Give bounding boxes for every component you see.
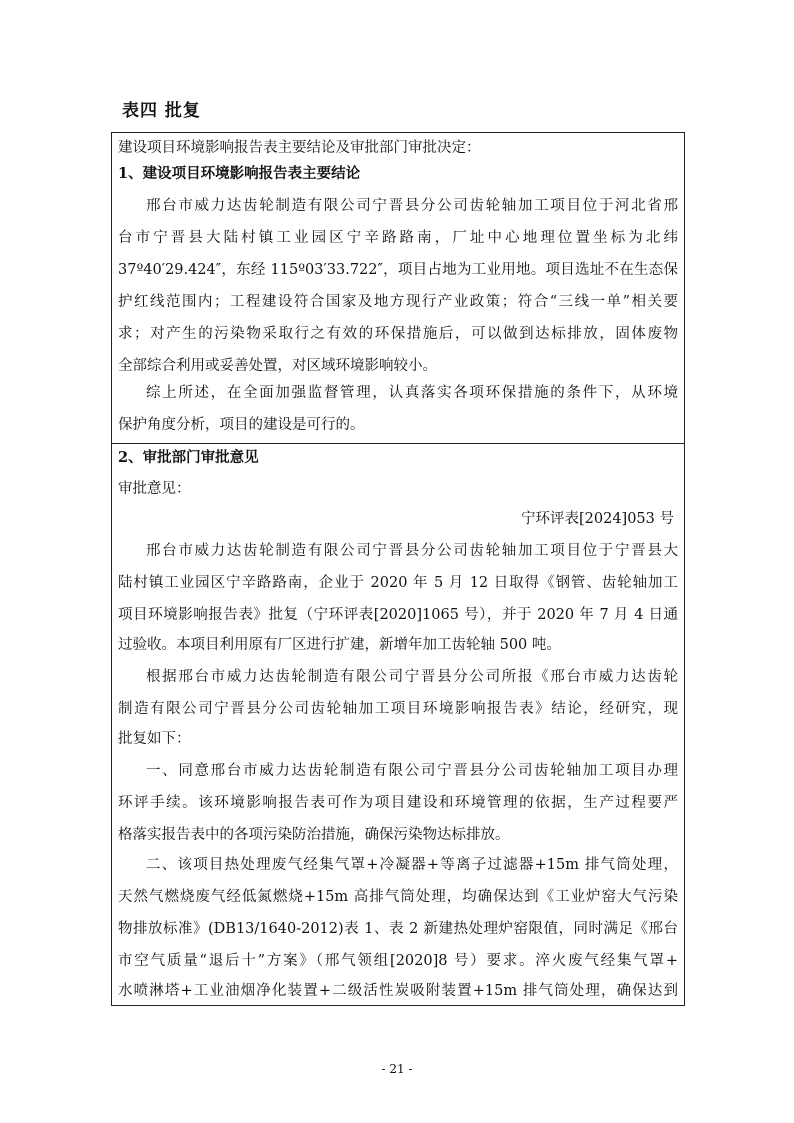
s2-p4-line: 天然气燃烧废气经低氮燃烧+15m 高排气筒处理，均确保达到《工业炉窑大气污染	[118, 889, 678, 905]
s2-p1-line: 过验收。本项目利用原有厂区进行扩建，新增年加工齿轮轴 500 吨。	[118, 637, 561, 653]
s1-p1-line: 台市宁晋县大陆村镇工业园区宁辛路路南，厂址中心地理位置坐标为北纬	[118, 230, 678, 246]
s2-p1-line: 邢台市威力达齿轮制造有限公司宁晋县分公司齿轮轴加工项目位于宁晋县大	[146, 543, 678, 559]
s2-p4-line: 物排放标准》(DB13/1640-2012)表 1、表 2 新建热处理炉窑限值，同时满足《邢台	[118, 921, 678, 937]
s1-p2-line: 综上所述，在全面加强监督管理，认真落实各项环保措施的条件下，从环境	[146, 385, 678, 401]
s2-p4-line: 市空气质量“退后十”方案》（邢气领组[2020]8 号）要求。淬火废气经集气罩+	[118, 953, 678, 969]
doc-number: 宁环评表[2024]053 号	[520, 511, 674, 527]
s1-p1-line: 护红线范围内；工程建设符合国家及地方现行产业政策；符合“三线一单”相关要	[118, 294, 678, 310]
s2-p4-line: 二、该项目热处理废气经集气罩+冷凝器+等离子过滤器+15m 排气筒处理，	[146, 857, 678, 873]
s2-p4-line: 水喷淋塔+工业油烟净化装置+二级活性炭吸附装置+15m 排气筒处理，确保达到	[118, 983, 678, 999]
s2-p3-line: 格落实报告表中的各项污染防治措施，确保污染物达标排放。	[118, 827, 510, 843]
s2-p3-line: 环评手续。该环境影响报告表可作为项目建设和环境管理的依据，生产过程要严	[118, 795, 678, 811]
approval-table	[111, 132, 685, 1006]
section2-heading: 2、审批部门审批意见	[118, 449, 259, 466]
s2-p2-line: 根据邢台市威力达齿轮制造有限公司宁晋县分公司所报《邢台市威力达齿轮	[146, 669, 678, 685]
s2-p2-line: 制造有限公司宁晋县分公司齿轮轴加工项目环境影响报告表》结论，经研究，现	[118, 701, 678, 717]
intro-text: 建设项目环境影响报告表主要结论及审批部门审批决定：	[118, 140, 481, 156]
s2-p1-line: 项目环境影响报告表》批复（宁环评表[2020]1065 号），并于 2020 年 7 月 4 日通	[118, 607, 678, 623]
table-title: 表四 批复	[122, 101, 201, 121]
s1-p2-line: 保护角度分析，项目的建设是可行的。	[118, 417, 365, 433]
s2-p3-line: 一、同意邢台市威力达齿轮制造有限公司宁晋县分公司齿轮轴加工项目办理	[146, 763, 678, 779]
section-divider	[112, 443, 684, 444]
s2-p1-line: 陆村镇工业园区宁辛路路南，企业于 2020 年 5 月 12 日取得《钢管、齿轮轴加工	[118, 575, 678, 591]
s1-p1-line: 全部综合利用或妥善处置，对区域环境影响较小。	[118, 358, 437, 374]
s1-p1-line: 求；对产生的污染物采取行之有效的环保措施后，可以做到达标排放，固体废物	[118, 326, 678, 342]
s2-p2-line: 批复如下：	[118, 731, 191, 747]
s1-p1-line: 邢台市威力达齿轮制造有限公司宁晋县分公司齿轮轴加工项目位于河北省邢	[146, 198, 678, 214]
opinion-label: 审批意见：	[118, 481, 191, 497]
page-number: - 21 -	[381, 1062, 413, 1076]
s1-p1-line: 37º40′29.424″，东经 115º03′33.722″，项目占地为工业用地。项目选址不在生态保	[118, 262, 678, 278]
section1-heading: 1、建设项目环境影响报告表主要结论	[118, 165, 361, 182]
